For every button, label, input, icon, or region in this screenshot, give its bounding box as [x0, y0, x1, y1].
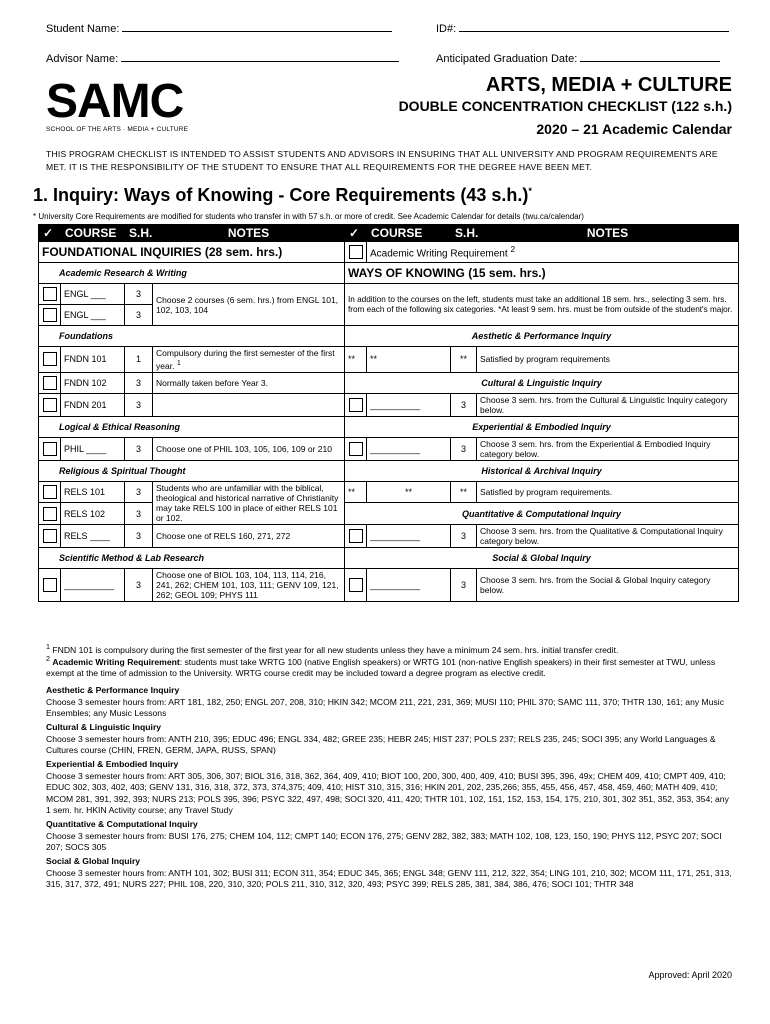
eei-note: Choose 3 sem. hrs. from the Experiential & Embodied Inquiry category below.	[477, 437, 739, 460]
sgi-note: Choose 3 sem. hrs. from the Social & Global Inquiry category below.	[477, 568, 739, 601]
engl1-sh: 3	[125, 284, 153, 305]
rels102-checkbox[interactable]	[43, 507, 57, 521]
phil-sh: 3	[125, 437, 153, 460]
intro-text: THIS PROGRAM CHECKLIST IS INTENDED TO ASSIST STUDENTS AND ADVISORS IN ENSURING THAT ALL UNIVERSITY AND PROGRAM REQUIREMENTS ARE MET. IT IS THE RESPONSIBILITY OF THE STUDENT TO ENSURE THAT ALL REQUIREMENTS FOR THE DEGREE HAVE BEEN MET.	[46, 149, 718, 172]
footnote-2: $^2$ Academic Writing Requirement: students must take WRTG 100 (native English speakers) or WRTG 101 (non-native English speakers) in their first semester at TWU, unless exempt at the time of admission to the University. WRTG course credit may be included toward a degree program as elective credit.	[46, 655, 716, 679]
cli-subheading: Cultural & Linguistic Inquiry	[345, 372, 739, 393]
eei-checkbox[interactable]	[349, 442, 363, 456]
academic-year: 2020 – 21 Academic Calendar	[536, 121, 732, 137]
api-sh: **	[451, 347, 477, 373]
student-name-label: Student Name:	[46, 23, 120, 35]
advisor-name-field[interactable]	[46, 52, 399, 65]
category-social: Social & Global Inquiry Choose 3 semester hours from: ANTH 101, 302; BUSI 311; ECON 311, 354; EDUC 345, 365; ENGL 348; GENV 111, 212, 322, 354; LING 101, 210, 302; MCOM 111, 171, 251, 313, 315, 317, 372, 491; NURS 227; PHIL 108, 220, 310, 320; POLS 211, 310, 312, 320, 493; PSYC 399; RELS 285, 381, 384, 386, 476; SOCI 101; THTR 348	[46, 856, 732, 889]
eei-subheading: Experiential & Embodied Inquiry	[345, 416, 739, 437]
wok-note: In addition to the courses on the left, students must take an additional 18 sem. hrs., selecting 3 sem. hrs. from each of the following six categories. *At least 9 sem. hrs. must be from outside of the student's major.	[345, 284, 739, 326]
awr-checkbox[interactable]	[349, 245, 363, 259]
sci-course: __________	[61, 568, 125, 601]
rels101-course: RELS 101	[61, 481, 125, 503]
engl-note: Choose 2 courses (6 sem. hrs.) from ENGL 101, 102, 103, 104	[153, 284, 345, 326]
ler-subheading: Logical & Ethical Reasoning	[39, 416, 345, 437]
fndn102-checkbox[interactable]	[43, 376, 57, 390]
api-subheading: Aesthetic & Performance Inquiry	[345, 326, 739, 347]
sgi-sh: 3	[451, 568, 477, 601]
cli-note: Choose 3 sem. hrs. from the Cultural & Linguistic Inquiry category below.	[477, 393, 739, 416]
table-header-row	[39, 225, 739, 242]
course-header-right: COURSE	[367, 225, 451, 242]
eei-sh: 3	[451, 437, 477, 460]
phil-note: Choose one of PHIL 103, 105, 106, 109 or 210	[153, 437, 345, 460]
rels101-checkbox[interactable]	[43, 485, 57, 499]
approval-date: Approved: April 2020	[648, 970, 732, 980]
grad-date-label: Anticipated Graduation Date:	[436, 53, 578, 65]
id-label: ID#:	[436, 23, 457, 35]
hai-subheading: Historical & Archival Inquiry	[345, 460, 739, 481]
sgi-subheading: Social & Global Inquiry	[345, 547, 739, 568]
fndn102-sh: 3	[125, 372, 153, 393]
qci-subheading: Quantitative & Computational Inquiry	[345, 503, 739, 525]
engl2-course: ENGL ___	[61, 305, 125, 326]
engl2-sh: 3	[125, 305, 153, 326]
foundations-subheading: Foundations	[39, 326, 345, 347]
sh-header: S.H.	[125, 225, 153, 242]
category-cultural: Cultural & Linguistic Inquiry Choose 3 semester hours from: ANTH 210, 395; EDUC 496; ENGL 334, 482; GREE 235; HEBR 245; HIST 237; POLS 237; RELS 235, 245; SOCI 395; any World Languages & Cultures course (CHIN, FREN, GERM, JAPA, RUSS, SPAN)	[46, 722, 716, 755]
fndn201-note	[153, 393, 345, 416]
requirements-table	[38, 224, 739, 602]
rels-note2: Choose one of RELS 160, 271, 272	[153, 524, 345, 547]
engl2-checkbox[interactable]	[43, 308, 57, 322]
fndn102-note: Normally taken before Year 3.	[153, 372, 345, 393]
id-field[interactable]	[436, 22, 729, 35]
rels101-sh: 3	[125, 481, 153, 503]
sci-sh: 3	[125, 568, 153, 601]
hai-check: **	[345, 481, 367, 503]
engl1-checkbox[interactable]	[43, 287, 57, 301]
hai-note: Satisfied by program requirements.	[477, 481, 739, 503]
qci-checkbox[interactable]	[349, 529, 363, 543]
eei-course: __________	[367, 437, 451, 460]
fndn101-course: FNDN 101	[61, 347, 125, 373]
footnote-1: $^1$ FNDN 101 is compulsory during the first semester of the first year for all new students unless they have a minimum 24 sem. hrs. initial transfer credit.	[46, 643, 619, 655]
api-course: **	[367, 347, 451, 373]
sgi-course: __________	[367, 568, 451, 601]
fndn201-course: FNDN 201	[61, 393, 125, 416]
section-heading: 1. Inquiry: Ways of Knowing - Core Requirements (43 s.h.)*	[33, 185, 532, 205]
check-header: ✓	[39, 225, 61, 242]
check-header-right: ✓	[345, 225, 367, 242]
fndn201-checkbox[interactable]	[43, 398, 57, 412]
page-subtitle: DOUBLE CONCENTRATION CHECKLIST (122 s.h.)	[398, 98, 732, 114]
cli-sh: 3	[451, 393, 477, 416]
category-quantitative: Quantitative & Computational Inquiry Choose 3 semester hours from: BUSI 176, 275; CHEM 104, 112; CMPT 140; ECON 176, 275; GENV 282, 382, 383; MATH 102, 108, 123, 150, 190; PHYS 112, PSYC 207; SOCI 207; SOCS 305	[46, 819, 722, 852]
course-header: COURSE	[61, 225, 125, 242]
rels102-sh: 3	[125, 503, 153, 525]
notes-header-right: NOTES	[477, 225, 739, 242]
api-note: Satisfied by program requirements	[477, 347, 739, 373]
advisor-name-label: Advisor Name:	[46, 53, 119, 65]
sci-note: Choose one of BIOL 103, 104, 113, 114, 216, 241, 262; CHEM 101, 103, 111; GENV 109, 121, 262; GEOL 109; PHYS 111	[153, 568, 345, 601]
sh-header-right: S.H.	[451, 225, 477, 242]
hai-course: **	[367, 481, 451, 503]
phil-checkbox[interactable]	[43, 442, 57, 456]
fndn101-sh: 1	[125, 347, 153, 373]
engl1-course: ENGL ___	[61, 284, 125, 305]
rels102-course: RELS 102	[61, 503, 125, 525]
awr-label: Academic Writing Requirement $^2$	[367, 242, 739, 263]
api-check: **	[345, 347, 367, 373]
page-title: ARTS, MEDIA + CULTURE	[485, 74, 732, 96]
sgi-checkbox[interactable]	[349, 578, 363, 592]
cli-course: __________	[367, 393, 451, 416]
ars-subheading: Academic Research & Writing	[39, 263, 345, 284]
qci-sh: 3	[451, 524, 477, 547]
samc-logo	[46, 75, 189, 133]
rst-subheading: Religious & Spiritual Thought	[39, 460, 345, 481]
notes-header: NOTES	[153, 225, 345, 242]
category-experiential: Experiential & Embodied Inquiry Choose 3 semester hours from: ART 305, 306, 307; BIOL 316, 318, 362, 364, 409, 410; BIOT 100, 200, 300, 400, 409, 410; BUSI 395, 396, 49x; CHEM 409, 410; CMPT 409, 410; EDUC 302, 303, 402, 403; GENV 131, 316, 318, 372, 373, 374,375; 409, 410; HIST 310, 315, 316; HKIN 201, 202, 235,266; 355, 455, 456, 457, 458, 459, 460; MATH 409, 410; MCOM 281, 391, 392, 393; NURS 213; POLS 395, 396; PSYC 322, 497, 498; SOCI 320, 411, 420; THTR 101, 102, 151, 152, 153, 154, 175, 210, 301, 302 351, 352, 353, 354; any 1 sem. hr. HKIN Activity course; any Travel Study	[46, 759, 729, 815]
fndn101-checkbox[interactable]	[43, 352, 57, 366]
category-aesthetic: Aesthetic & Performance Inquiry Choose 3 semester hours from: ART 181, 182, 250; ENGL 207, 208, 310; HKIN 342; MCOM 211, 221, 231, 369; MUSI 110; PHIL 370; SAMC 111, 370; THTR 130, 161; any Music Ensembles; any Music Lessons	[46, 685, 724, 718]
rels-sh: 3	[125, 524, 153, 547]
qci-course: __________	[367, 524, 451, 547]
rels-course: RELS ____	[61, 524, 125, 547]
rels-checkbox[interactable]	[43, 529, 57, 543]
logo-word: SAMC	[46, 75, 184, 128]
fndn101-note: Compulsory during the first semester of the first year. $^1$	[153, 347, 345, 373]
sci-checkbox[interactable]	[43, 578, 57, 592]
logo-subtitle: SCHOOL OF THE ARTS · MEDIA + CULTURE	[46, 126, 189, 133]
qci-note: Choose 3 sem. hrs. from the Qualitative & Computational Inquiry category below.	[477, 524, 739, 547]
student-name-field[interactable]	[46, 22, 392, 35]
fndn201-sh: 3	[125, 393, 153, 416]
fndn102-course: FNDN 102	[61, 372, 125, 393]
phil-course: PHIL ____	[61, 437, 125, 460]
hai-sh: **	[451, 481, 477, 503]
grad-date-field[interactable]	[436, 52, 720, 65]
wok-heading: WAYS OF KNOWING (15 sem. hrs.)	[345, 263, 739, 284]
rels-note: Students who are unfamiliar with the biblical, theological and historical narrative of Christianity may take RELS 100 in place of either RELS 101 or 102.	[153, 481, 345, 524]
cli-checkbox[interactable]	[349, 398, 363, 412]
section-note: * University Core Requirements are modified for students who transfer in with 57 s.h. or more of credit. See Academic Calendar for details (twu.ca/calendar)	[33, 212, 584, 221]
foundational-heading: FOUNDATIONAL INQUIRIES (28 sem. hrs.)	[39, 242, 345, 263]
sml-subheading: Scientific Method & Lab Research	[39, 547, 345, 568]
